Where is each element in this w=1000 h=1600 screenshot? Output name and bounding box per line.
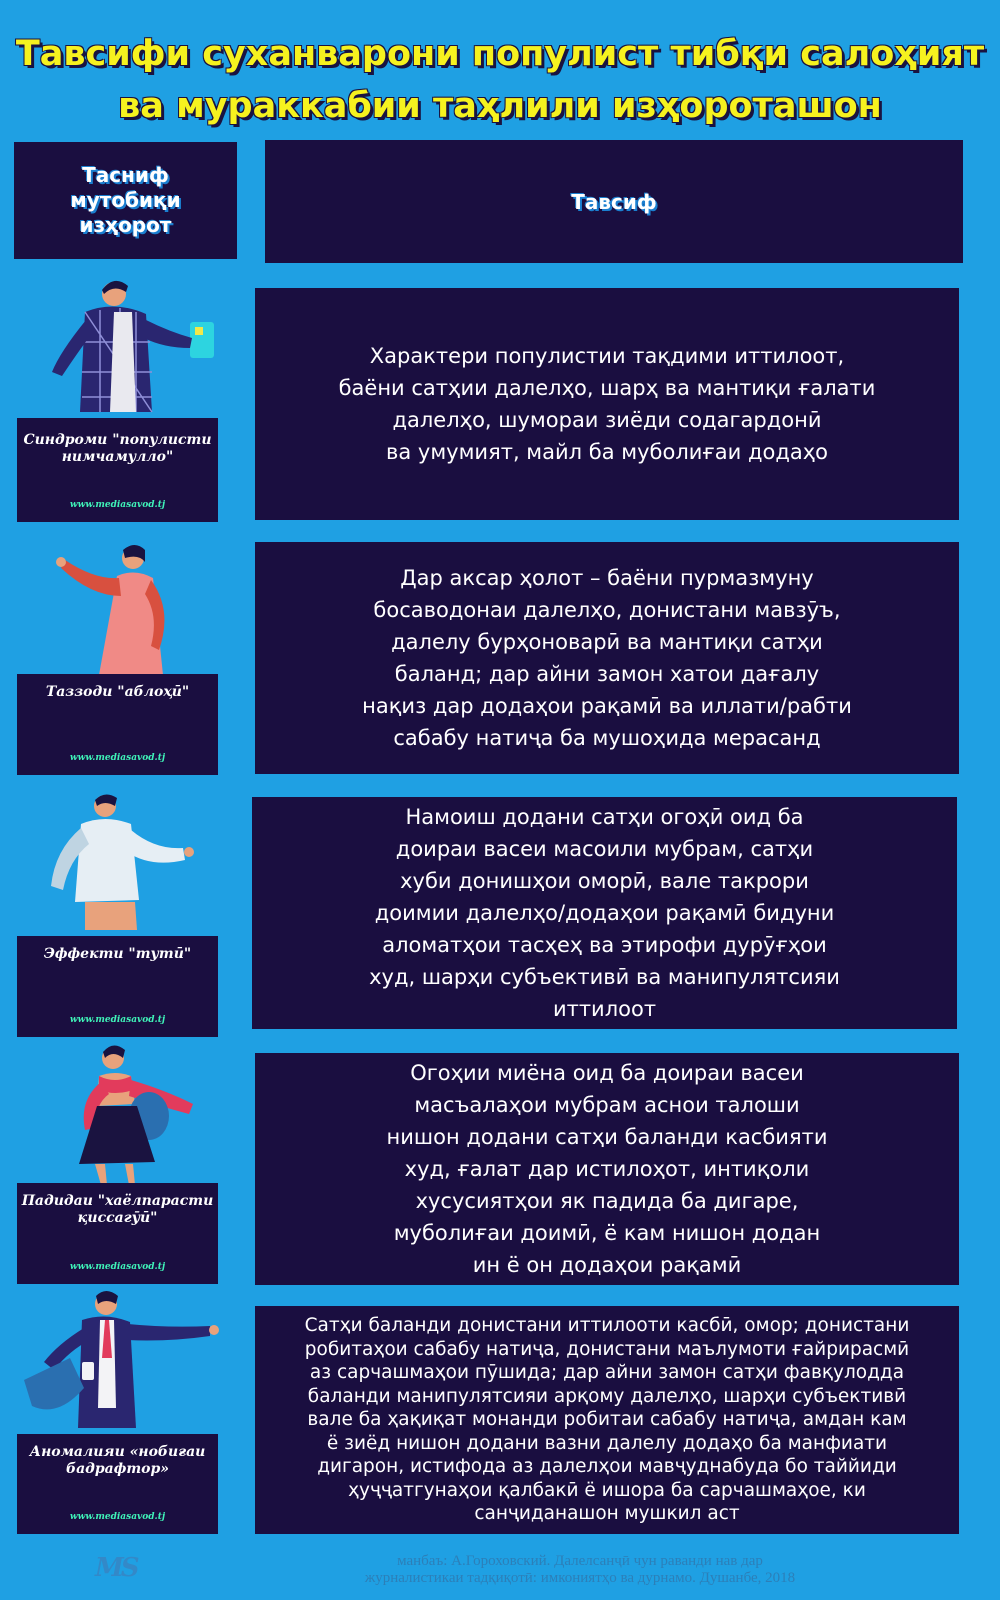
row-4-url: www.mediasavod.tj	[69, 1262, 166, 1272]
row-2-label-box	[17, 674, 218, 775]
row-5-desc-line: Сатҳи баланди донистани иттилооти касбӣ, омор; донистани	[304, 1315, 910, 1337]
row-5-url: www.mediasavod.tj	[69, 1512, 166, 1522]
source-line-2: журналистикаи тадқиқотӣ: имкониятҳо ва дурнамо. Душанбе, 2018	[364, 1570, 796, 1586]
row-4-label: Падидаи "хаёлпарасти қиссагӯӣ"	[21, 1193, 214, 1226]
row-3-desc-line: хуби донишҳои оморӣ, вале такрори	[400, 869, 809, 893]
row-2-description	[255, 542, 959, 774]
row-5-label-box	[17, 1434, 218, 1534]
row-2-desc-line: сабабу натиҷа ба мушоҳида мерасанд	[393, 726, 821, 750]
woman-in-dress-illustration	[55, 540, 185, 675]
row-5-desc-line: робитаҳои сабабу натиҷа, донистани маълумоти ғайрирасмӣ	[304, 1338, 910, 1360]
header-classification-box	[14, 142, 237, 259]
row-4-desc-line: ин ё он додаҳои рақамӣ	[472, 1253, 742, 1277]
row-4-desc-line: хусусиятҳои як падида ба дигаре,	[415, 1189, 799, 1213]
woman-with-bag-illustration	[55, 1040, 205, 1185]
row-4-desc-line: масъалаҳои мубрам аснои талоши	[414, 1093, 800, 1117]
row-5-desc-line: аз сарчашмаҳои пӯшида; дар айни замон сатҳи фавқулодда	[309, 1362, 905, 1384]
row-1-desc-line: ва умумият, майл ба муболиғаи додаҳо	[385, 440, 829, 464]
row-3-desc-line: аломатҳои тасҳеҳ ва этирофи дурӯғҳои	[382, 933, 827, 957]
row-1-label-box	[17, 418, 218, 522]
header-description-label: Тавсиф	[571, 189, 657, 214]
row-5-desc-line: баланди манипулятсияи арқому далелҳо, шарҳи субъективӣ	[307, 1385, 907, 1407]
row-4-desc-line: муболиғаи доимӣ, ё кам нишон додан	[393, 1221, 821, 1245]
row-1-label: Синдроми "популисти нимчамулло"	[23, 432, 212, 465]
title-line-2: ва мураккабии таҳлили изҳороташон	[118, 86, 882, 126]
header-description-box	[265, 140, 963, 263]
mediasavod-logo: MS	[95, 1553, 137, 1583]
row-5-description	[255, 1306, 959, 1534]
row-3-desc-line: доимии далелҳо/додаҳои рақамӣ бидуни	[374, 901, 835, 925]
page-title	[0, 28, 1000, 132]
row-4-label-box	[17, 1183, 218, 1284]
populist-man-illustration	[40, 272, 220, 422]
row-2-desc-line: нақиз дар додаҳои рақамӣ ва иллати/рабти	[362, 694, 852, 718]
title-line-1: Тавсифи суханварони популист тибқи салоҳият	[15, 34, 985, 74]
row-1-desc-line: Характери популистии тақдими иттилоот,	[369, 344, 845, 368]
row-3-url: www.mediasavod.tj	[69, 1015, 166, 1025]
row-4-desc-line: худ, ғалат дар истилоҳот, интиқоли	[404, 1157, 810, 1181]
row-1-description	[255, 288, 959, 520]
source-line-1: манбаъ: А.Гороховский. Далелсанҷӣ чун раванди нав дар	[397, 1553, 763, 1569]
row-4-desc-line: Огоҳии миёна оид ба доираи васеи	[410, 1061, 804, 1085]
row-3-desc-line: доираи васеи масоили мубрам, сатҳи	[395, 837, 814, 861]
row-4-description	[255, 1053, 959, 1285]
row-5-desc-line: дигарон, истифода аз далелҳои мавҷуднабуда бо таййиди	[317, 1456, 897, 1478]
row-5-desc-line: ҳуҷҷатгунаҳои қалбакӣ ё ишора ба сарчашмаҳое, ки	[348, 1479, 866, 1501]
row-3-description	[252, 797, 957, 1029]
row-3-label: Эффекти "тутӣ"	[43, 946, 192, 962]
row-2-desc-line: далелу бурҳоноварӣ ва мантиқи сатҳи	[391, 630, 823, 654]
row-3-desc-line: Намоиш додани сатҳи огоҳӣ оид ба	[405, 805, 804, 829]
row-2-desc-line: босаводонаи далелҳо, донистани мавзӯъ,	[373, 598, 841, 622]
row-5-desc-line: санҷиданашон мушкил аст	[474, 1503, 740, 1525]
man-in-sweater-illustration	[45, 790, 195, 940]
source-citation	[300, 1553, 860, 1587]
row-3-desc-line: иттилоот	[552, 997, 657, 1021]
header-classification-label: Тасниф мутобиқи изҳорот	[70, 163, 181, 237]
row-5-label: Аномалияи «нобиғаи бадрафтор»	[29, 1444, 206, 1477]
man-in-suit-illustration	[18, 1288, 223, 1438]
row-2-desc-line: Дар аксар ҳолот – баёни пурмазмуну	[400, 566, 814, 590]
row-5-desc-line: вале ба ҳақиқат монанди робитаи сабабу натиҷа, амдан кам	[307, 1409, 907, 1431]
row-2-url: www.mediasavod.tj	[69, 753, 166, 763]
row-3-label-box	[17, 936, 218, 1037]
row-3-desc-line: худ, шарҳи субъективӣ ва манипулятсияи	[369, 965, 840, 989]
row-2-desc-line: баланд; дар айни замон хатои дағалу	[394, 662, 820, 686]
row-2-label: Таззоди "аблоҳӣ"	[45, 684, 190, 700]
row-1-desc-line: далелҳо, шумораи зиёди содагардонӣ	[392, 408, 822, 432]
row-1-desc-line: баёни сатҳии далелҳо, шарҳ ва мантиқи ғалати	[338, 376, 876, 400]
row-5-desc-line: ё зиёд нишон додани вазни далелу додаҳо ба манфиати	[326, 1432, 888, 1454]
row-1-url: www.mediasavod.tj	[69, 500, 166, 510]
row-4-desc-line: нишон додани сатҳи баланди касбияти	[386, 1125, 828, 1149]
